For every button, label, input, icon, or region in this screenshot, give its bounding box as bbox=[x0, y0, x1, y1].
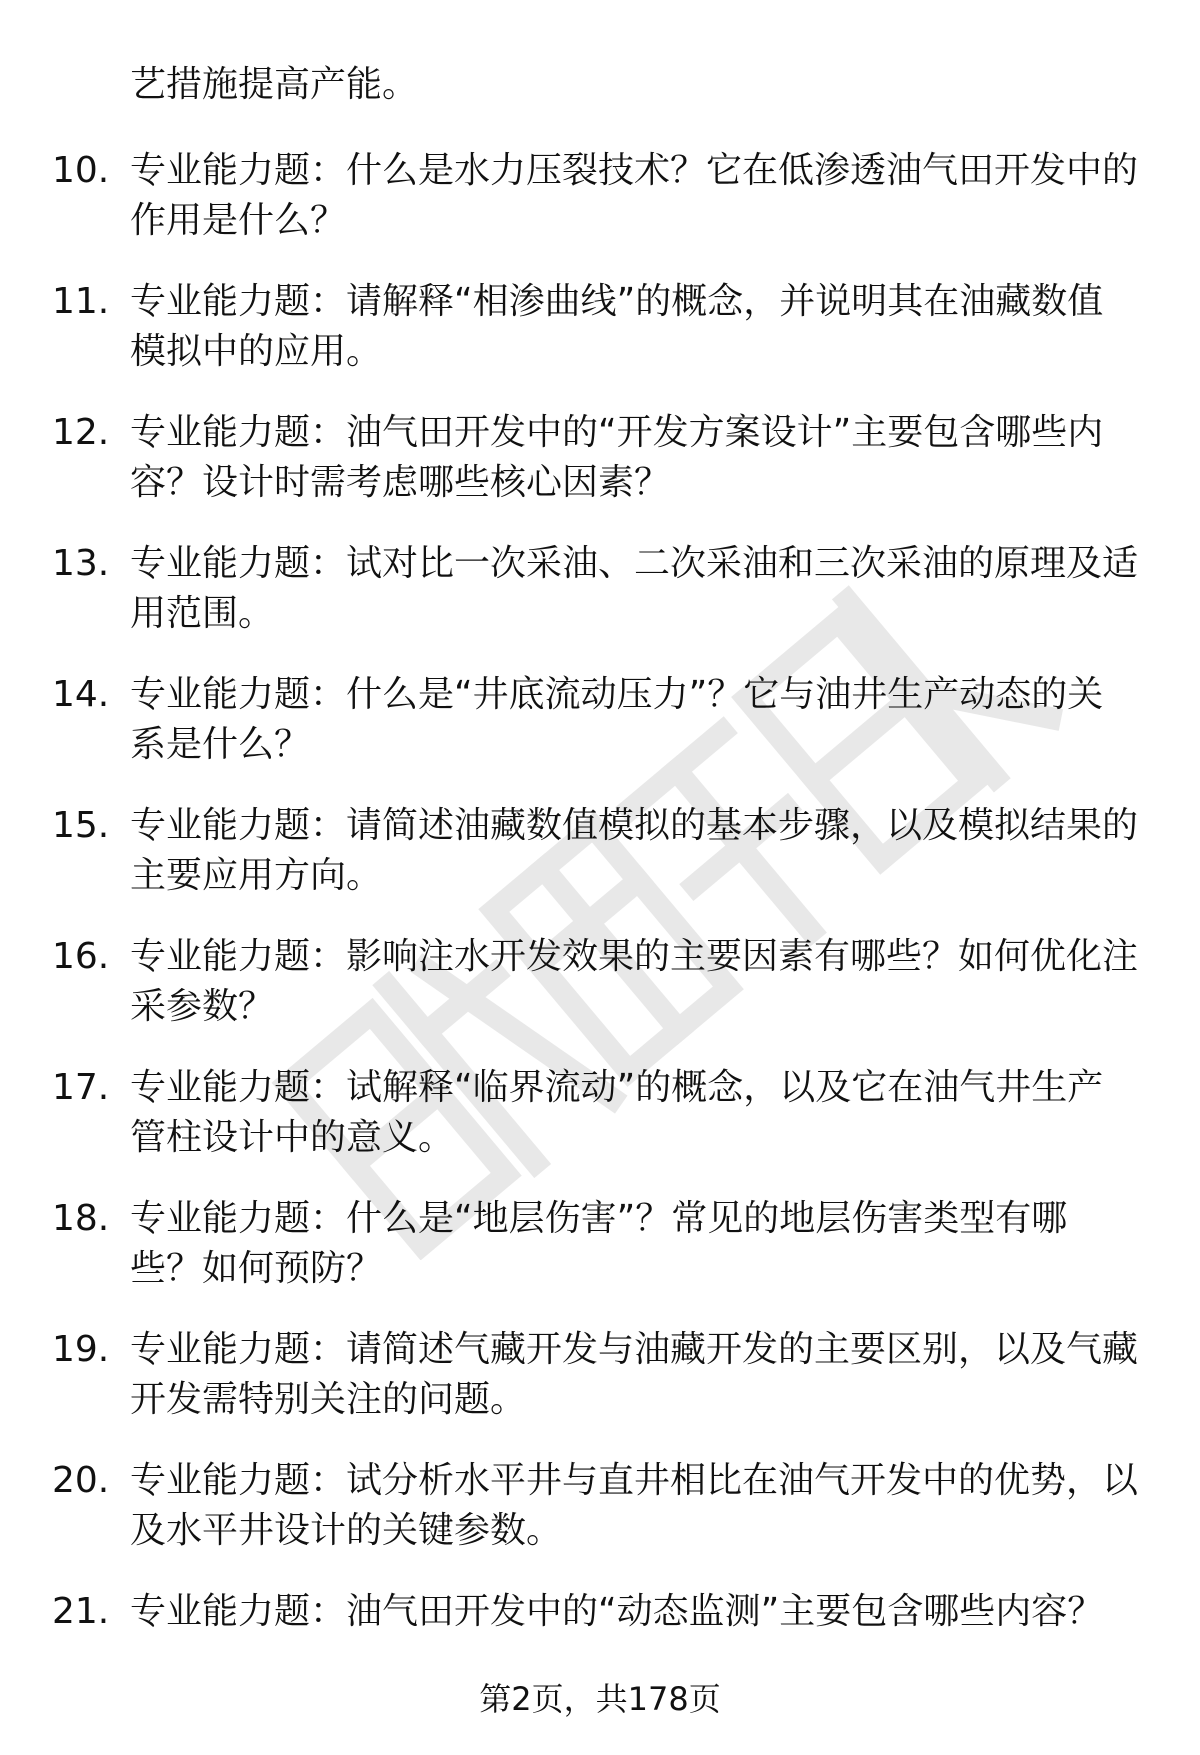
question-item bbox=[0, 1194, 1200, 1325]
question-number: 14. bbox=[52, 674, 110, 715]
question-text-line: 管柱设计中的意义。 bbox=[130, 1117, 455, 1158]
question-text bbox=[130, 1194, 1140, 1294]
question-text-line: 专业能力题：请简述油藏数值模拟的基本步骤，以及模拟结果的 bbox=[130, 805, 1139, 846]
question-number: 18. bbox=[52, 1198, 110, 1239]
question-text bbox=[130, 670, 1140, 770]
question-item bbox=[0, 932, 1200, 1063]
question-text-line: 系是什么？ bbox=[130, 724, 311, 765]
question-item bbox=[0, 146, 1200, 277]
question-number: 11. bbox=[52, 281, 110, 322]
question-number: 19. bbox=[52, 1329, 110, 1370]
question-text bbox=[130, 1063, 1140, 1163]
question-text bbox=[130, 277, 1140, 377]
question-text-line: 专业能力题：请简述气藏开发与油藏开发的主要区别，以及气藏 bbox=[130, 1329, 1139, 1370]
question-text-line: 专业能力题：影响注水开发效果的主要因素有哪些？如何优化注 bbox=[130, 936, 1139, 977]
question-text-line: 采参数？ bbox=[130, 986, 275, 1027]
question-text-line: 专业能力题：油气田开发中的“动态监测”主要包含哪些内容？ bbox=[130, 1591, 1104, 1632]
question-item bbox=[0, 1325, 1200, 1456]
question-text-line: 专业能力题：试解释“临界流动”的概念，以及它在油气井生产 bbox=[130, 1067, 1104, 1108]
question-item bbox=[0, 277, 1200, 408]
question-text bbox=[130, 1325, 1140, 1425]
question-text-line: 专业能力题：什么是水力压裂技术？它在低渗透油气田开发中的 bbox=[130, 150, 1139, 191]
question-number: 20. bbox=[52, 1460, 110, 1501]
question-number: 10. bbox=[52, 150, 110, 191]
question-text bbox=[130, 539, 1140, 639]
question-number: 21. bbox=[52, 1591, 110, 1632]
question-text-line: 作用是什么？ bbox=[130, 200, 347, 241]
question-text-line: 模拟中的应用。 bbox=[130, 331, 383, 372]
question-text bbox=[130, 1587, 1140, 1637]
question-text-line: 专业能力题：请解释“相渗曲线”的概念，并说明其在油藏数值 bbox=[130, 281, 1104, 322]
question-text-line: 专业能力题：试分析水平井与直井相比在油气开发中的优势，以 bbox=[130, 1460, 1139, 1501]
question-item bbox=[0, 1063, 1200, 1194]
question-text bbox=[130, 146, 1140, 246]
question-number: 15. bbox=[52, 805, 110, 846]
question-text bbox=[130, 408, 1140, 508]
question-number: 13. bbox=[52, 543, 110, 584]
question-text-line: 开发需特别关注的问题。 bbox=[130, 1379, 527, 1420]
question-text-line: 些？如何预防？ bbox=[130, 1248, 383, 1289]
question-text-line: 用范围。 bbox=[130, 593, 275, 634]
page-footer: 第2页，共178页 bbox=[479, 1680, 721, 1718]
question-text bbox=[130, 801, 1140, 901]
question-text bbox=[130, 932, 1140, 1032]
question-number: 17. bbox=[52, 1067, 110, 1108]
question-text-line: 专业能力题：试对比一次采油、二次采油和三次采油的原理及适 bbox=[130, 543, 1139, 584]
question-text bbox=[130, 1456, 1140, 1556]
question-text-line: 专业能力题：什么是“地层伤害”？常见的地层伤害类型有哪 bbox=[130, 1198, 1068, 1239]
question-item bbox=[0, 801, 1200, 932]
question-number: 16. bbox=[52, 936, 110, 977]
question-item bbox=[0, 670, 1200, 801]
question-text-line: 主要应用方向。 bbox=[130, 855, 383, 896]
question-item bbox=[0, 539, 1200, 670]
question-list bbox=[0, 146, 1200, 1718]
continuation-text: 艺措施提高产能。 bbox=[130, 64, 419, 105]
question-text-line: 专业能力题：什么是“井底流动压力”？它与油井生产动态的关 bbox=[130, 674, 1104, 715]
question-number: 12. bbox=[52, 412, 110, 453]
question-item bbox=[0, 1456, 1200, 1587]
question-text-line: 及水平井设计的关键参数。 bbox=[130, 1510, 563, 1551]
question-text-line: 容？设计时需考虑哪些核心因素？ bbox=[130, 462, 671, 503]
question-text-line: 专业能力题：油气田开发中的“开发方案设计”主要包含哪些内 bbox=[130, 412, 1104, 453]
question-item bbox=[0, 408, 1200, 539]
